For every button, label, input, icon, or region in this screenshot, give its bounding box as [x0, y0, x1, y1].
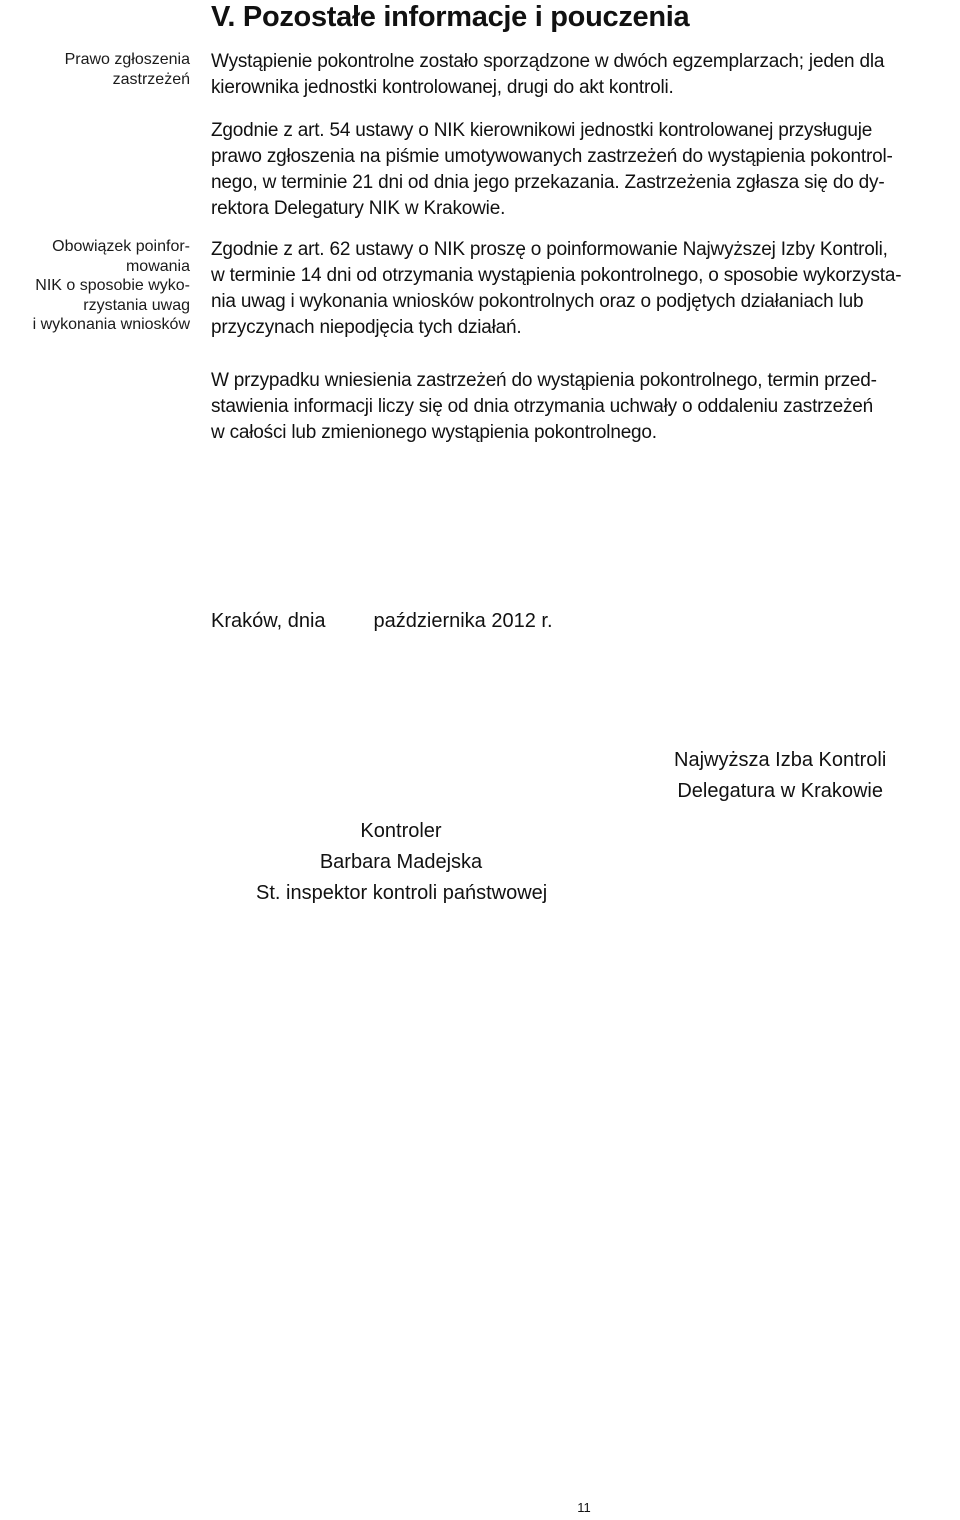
margin-note-line: i wykonania wniosków	[32, 316, 190, 333]
margin-note-line: NIK o sposobie wyko-	[35, 277, 190, 294]
paragraph-line: stawienia informacji liczy się od dnia otrzymania uchwały o oddaleniu zastrzeżeń	[211, 396, 873, 417]
paragraph-line: w całości lub zmienionego wystąpienia pokontrolnego.	[211, 422, 657, 443]
paragraph-line: Zgodnie z art. 62 ustawy o NIK proszę o poinformowanie Najwyższej Izby Kontroli,	[211, 239, 888, 260]
margin-note-line: zastrzeżeń	[112, 70, 190, 88]
paragraph-copies	[211, 49, 957, 101]
institution-name: Najwyższa Izba Kontroli	[674, 749, 887, 771]
place-label: Kraków, dnia	[211, 610, 326, 632]
paragraph-line: Zgodnie z art. 54 ustawy o NIK kierownikowi jednostki kontrolowanej przysługuje	[211, 120, 873, 141]
paragraph-objection-right	[211, 118, 957, 222]
paragraph-line: rektora Delegatury NIK w Krakowie.	[211, 198, 506, 219]
place-date-line	[211, 608, 553, 634]
page-number: 11	[577, 1500, 591, 1515]
paragraph-line: W przypadku wniesienia zastrzeżeń do wystąpienia pokontrolnego, termin przed-	[211, 370, 877, 391]
margin-note-line: Prawo zgłoszenia	[64, 51, 190, 68]
section-heading: V. Pozostałe informacje i pouczenia	[211, 1, 690, 33]
paragraph-line: prawo zgłoszenia na piśmie umotywowanych zastrzeżeń do wystąpienia pokontrol-	[211, 146, 893, 167]
margin-note-line: mowania	[125, 257, 190, 275]
date-value: października 2012 r.	[373, 610, 553, 632]
paragraph-line: kierownika jednostki kontrolowanej, drugi do akt kontroli.	[211, 77, 674, 98]
paragraph-line: w terminie 14 dni od otrzymania wystąpienia pokontrolnego, o sposobie wykorzysta-	[211, 265, 902, 286]
signatory-name: Barbara Madejska	[319, 851, 483, 873]
paragraph-line: Wystąpienie pokontrolne zostało sporządzone w dwóch egzemplarzach; jeden dla	[211, 51, 885, 72]
institution-block	[674, 745, 886, 807]
margin-note-reporting-obligation	[20, 237, 190, 335]
institution-branch: Delegatura w Krakowie	[677, 780, 883, 802]
paragraph-deadline-note	[211, 368, 957, 446]
paragraph-line: nego, w terminie 21 dni od dnia jego przekazania. Zastrzeżenia zgłasza się do dy-	[211, 172, 885, 193]
signatory-title: St. inspektor kontroli państwowej	[256, 882, 548, 904]
margin-note-line: rzystania uwag	[83, 296, 190, 314]
margin-note-line: Obowiązek poinfor-	[52, 238, 190, 255]
margin-note-objection-right	[20, 50, 190, 89]
signatory-role: Kontroler	[360, 820, 442, 842]
paragraph-reporting-obligation	[211, 237, 957, 341]
paragraph-line: nia uwag i wykonania wniosków pokontrolnych oraz o podjętych działaniach lub	[211, 291, 864, 312]
paragraph-line: przyczynach niepodjęcia tych działań.	[211, 317, 522, 338]
signature-block	[256, 816, 546, 909]
